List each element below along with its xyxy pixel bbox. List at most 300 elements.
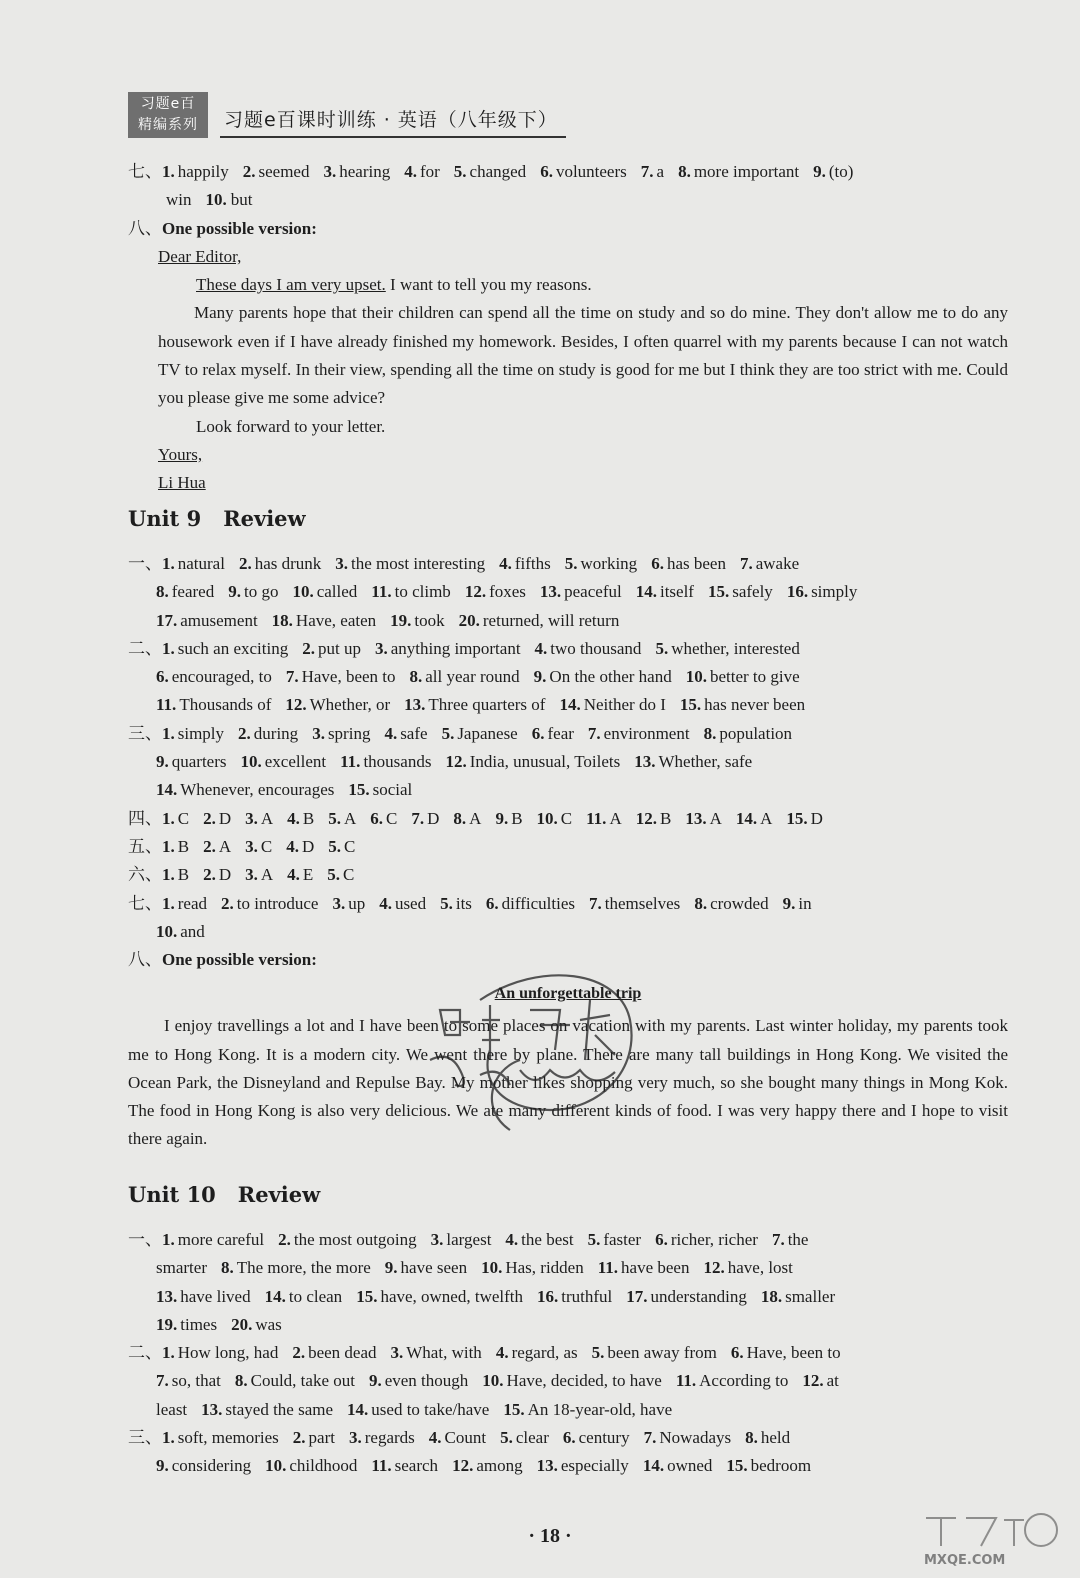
item-answer: have, lost	[727, 1258, 793, 1278]
item-answer: Whenever, encourages	[180, 780, 335, 800]
answer-item	[162, 837, 189, 856]
answer-item	[783, 894, 812, 913]
item-answer: have seen	[400, 1258, 468, 1278]
answer-item	[385, 1258, 467, 1277]
section-label: 五、	[128, 836, 162, 856]
item-number: 7.	[771, 1230, 785, 1249]
top-section	[128, 158, 1008, 498]
item-number: 19.	[390, 610, 412, 630]
section-label: 一、	[128, 1230, 162, 1249]
item-answer: childhood	[289, 1456, 358, 1476]
answer-item	[293, 1428, 335, 1447]
item-answer: have lived	[180, 1286, 251, 1306]
item-answer: read	[177, 893, 208, 913]
answer-item	[371, 1456, 438, 1475]
item-number: 4.	[404, 162, 417, 181]
item-number: 12.	[285, 695, 307, 715]
answer-item	[162, 162, 229, 181]
item-answer: has never been	[704, 695, 806, 715]
item-number: 8.	[409, 667, 423, 687]
unit-10-heading	[128, 1182, 320, 1207]
answer-item	[156, 1400, 187, 1419]
answer-item	[203, 809, 231, 828]
item-number: 5.	[328, 836, 341, 856]
item-number: 18.	[271, 610, 293, 630]
section-label: 二、	[128, 638, 162, 658]
item-answer: been dead	[308, 1343, 377, 1363]
answer-item	[482, 1371, 662, 1390]
item-answer: E	[302, 865, 314, 885]
item-number: 10.	[685, 667, 707, 687]
answer-item	[162, 639, 288, 658]
item-answer: for	[419, 162, 440, 181]
item-answer: bedroom	[750, 1456, 812, 1476]
letter-signature	[128, 469, 1008, 497]
answer-item	[404, 162, 440, 181]
item-number: 10.	[481, 1258, 503, 1278]
item-answer: C	[344, 836, 356, 856]
answer-line	[128, 748, 1008, 776]
item-number: 10.	[205, 190, 227, 210]
item-answer: faster	[603, 1230, 642, 1249]
item-number: 7.	[589, 893, 602, 913]
item-number: 9.	[228, 582, 241, 602]
item-answer: Have, eaten	[295, 610, 377, 630]
item-number: 14.	[156, 780, 178, 800]
answer-item	[335, 554, 485, 573]
item-answer: least	[156, 1399, 188, 1419]
answer-item	[221, 894, 318, 913]
answer-item	[495, 809, 522, 828]
answer-item	[429, 1428, 486, 1447]
item-number: 4.	[534, 638, 548, 658]
item-number: 1.	[162, 1428, 175, 1448]
answer-item	[203, 837, 231, 856]
item-number: 6.	[655, 1230, 668, 1249]
item-number: 1.	[162, 1343, 175, 1363]
item-answer: regards	[364, 1428, 415, 1448]
item-answer: Whether, safe	[658, 752, 753, 772]
answer-item	[680, 695, 805, 714]
item-number: 5.	[500, 1428, 513, 1448]
answer-item	[328, 809, 356, 828]
essay-body: I enjoy travellings a lot and I have been to some places on vacation with my parents. Last winter holiday, my parents took me to Hong Kong. It is a modern city. We went there by plane. There are many tall buildings in Hong Kong. We visited the Ocean Park, the Disneyland and Repulse Bay. My mother likes shopping very much, so she bought many things in Mong Kok. The food in Hong Kong is also very delicious. We ate many different kinds of food. I was very happy there and I hope to visit there again.	[128, 1016, 1008, 1149]
item-number: 8.	[234, 1371, 248, 1391]
item-number: 10.	[536, 808, 558, 828]
answer-item	[565, 554, 637, 573]
item-answer: even though	[384, 1371, 469, 1391]
item-answer: C	[177, 808, 190, 828]
item-number: 6.	[370, 808, 384, 828]
answer-item	[265, 1456, 357, 1475]
letter-paragraph-2: Many parents hope that their children can spend all the time on study and so do mine. They don't allow me to do any housework even if I have already finished my homework. Besides, I often quarrel with my parents because I can not watch TV to relax myself. In their view, spending all the time on study is good for me but I think they are too strict with me. Could you please give me some advice?	[158, 303, 1008, 408]
item-number: 10.	[156, 921, 178, 941]
answer-line	[128, 805, 1008, 833]
answer-item	[292, 1343, 376, 1362]
answer-line	[128, 1452, 1008, 1480]
item-number: 14.	[635, 582, 657, 602]
answer-item	[454, 162, 526, 181]
item-number: 4.	[505, 1230, 519, 1249]
item-answer: A	[760, 808, 773, 828]
answer-item	[221, 1258, 371, 1277]
item-answer: seemed	[258, 162, 310, 181]
item-number: 5.	[655, 638, 669, 658]
item-number: 5.	[440, 893, 453, 913]
answer-item	[704, 724, 792, 743]
answer-item	[786, 809, 823, 828]
answer-item	[726, 1456, 811, 1475]
answer-item	[323, 162, 390, 181]
answer-item	[302, 639, 361, 658]
item-number: 6.	[651, 554, 664, 573]
item-answer: awake	[755, 554, 800, 573]
answer-item	[203, 865, 231, 884]
item-answer: simply	[177, 723, 225, 743]
series-logo	[128, 92, 208, 138]
item-answer: century	[578, 1428, 630, 1448]
answer-item	[686, 667, 800, 686]
item-number: 14.	[559, 695, 581, 715]
answer-item	[286, 837, 314, 856]
item-number: 9.	[782, 893, 796, 913]
answer-item	[445, 752, 620, 771]
answer-item	[287, 809, 314, 828]
item-number: 5.	[441, 723, 455, 743]
item-answer: in	[798, 893, 812, 913]
item-number: 4.	[379, 893, 392, 913]
answer-item	[459, 611, 620, 630]
item-answer: peaceful	[564, 582, 622, 602]
item-number: 13.	[685, 808, 707, 828]
item-number: 3.	[332, 893, 346, 913]
item-number: 20.	[458, 610, 480, 630]
answer-item	[736, 809, 773, 828]
letter-paragraph-1	[128, 271, 1008, 299]
answer-item	[286, 667, 396, 686]
answer-item	[592, 1343, 717, 1362]
answer-item	[634, 752, 752, 771]
item-answer: B	[302, 808, 315, 828]
item-answer: owned	[667, 1456, 713, 1476]
item-number: 15.	[348, 780, 370, 800]
answer-item	[410, 667, 520, 686]
item-number: 2.	[221, 893, 234, 913]
answer-item	[162, 724, 224, 743]
item-number: 7.	[640, 162, 654, 181]
item-number: 3.	[245, 836, 258, 856]
item-number: 4.	[384, 723, 398, 743]
item-number: 15.	[356, 1286, 378, 1306]
item-answer: regard, as	[511, 1343, 578, 1363]
answer-item	[534, 667, 672, 686]
item-number: 3.	[430, 1230, 444, 1249]
item-number: 15.	[503, 1399, 525, 1419]
item-number: 2.	[203, 865, 216, 885]
item-number: 10.	[482, 1371, 504, 1391]
item-number: 11.	[340, 752, 361, 772]
item-answer: difficulties	[501, 893, 576, 913]
item-answer: especially	[560, 1456, 629, 1476]
item-answer: Has, ridden	[505, 1258, 584, 1278]
answer-item	[272, 611, 376, 630]
answer-line	[128, 1283, 1008, 1311]
essay-title: An unforgettable trip	[494, 985, 642, 1003]
answer-line	[128, 1311, 1008, 1339]
section-label: 三、	[128, 723, 162, 743]
answer-item	[535, 639, 642, 658]
answer-item	[243, 162, 310, 181]
item-answer: was	[255, 1314, 282, 1334]
item-answer: quarters	[171, 752, 227, 772]
answer-item	[235, 1371, 355, 1390]
answer-item	[404, 695, 545, 714]
answer-item	[532, 724, 574, 743]
answer-line	[128, 1254, 1008, 1282]
answer-line	[128, 158, 1008, 186]
section-label: 三、	[128, 1428, 162, 1448]
section-label: 一、	[128, 554, 162, 573]
salutation-text: Dear Editor,	[158, 246, 242, 266]
item-answer: B	[659, 808, 672, 828]
answer-item	[708, 582, 773, 601]
item-number: 11.	[371, 582, 392, 602]
item-number: 3.	[335, 554, 349, 573]
item-answer: changed	[469, 162, 527, 181]
answer-item	[201, 1400, 333, 1419]
answer-item	[371, 582, 451, 601]
item-number: 18.	[760, 1286, 783, 1306]
item-answer: returned, will return	[482, 610, 620, 630]
item-answer: soft, memories	[177, 1428, 279, 1448]
item-answer: richer, richer	[670, 1230, 758, 1249]
answer-item	[349, 1428, 415, 1447]
answer-item	[802, 1371, 839, 1390]
answer-item	[328, 837, 355, 856]
item-answer: the best	[521, 1230, 574, 1249]
answer-item	[348, 780, 412, 799]
item-answer: A	[609, 808, 622, 828]
item-number: 2.	[238, 554, 252, 573]
item-number: 9.	[813, 162, 826, 181]
watermark-text: 答案圈 MXQE.COM	[916, 1508, 925, 1509]
unit-title: Unit 10	[128, 1182, 216, 1207]
answer-item	[481, 1258, 584, 1277]
stamp-text: 互助文档 hzwdoc.com	[545, 1070, 555, 1071]
item-answer: Nowadays	[659, 1428, 732, 1448]
item-number: 9.	[368, 1371, 382, 1391]
answer-item	[245, 837, 272, 856]
item-number: 6.	[540, 162, 553, 181]
item-number: 3.	[348, 1428, 362, 1448]
item-number: 3.	[374, 638, 388, 658]
item-number: 1.	[162, 638, 175, 658]
item-number: 12.	[703, 1258, 725, 1278]
item-number: 1.	[162, 162, 175, 181]
item-number: 14.	[347, 1399, 369, 1419]
item-number: 1.	[162, 808, 175, 828]
answer-line	[128, 1424, 1008, 1452]
item-answer: C	[343, 865, 355, 885]
item-number: 6.	[485, 893, 499, 913]
item-number: 7.	[156, 1371, 169, 1391]
item-answer: What, with	[406, 1343, 482, 1363]
item-number: 12.	[452, 1456, 474, 1476]
answer-item	[431, 1230, 492, 1249]
answer-item	[245, 865, 273, 884]
item-answer: been away from	[607, 1343, 717, 1363]
item-answer: thousands	[363, 752, 432, 772]
item-answer: happily	[177, 162, 229, 181]
item-number: 5.	[564, 554, 578, 573]
answer-item	[505, 1230, 573, 1249]
item-number: 11.	[156, 695, 177, 715]
item-answer: have, owned, twelfth	[380, 1286, 524, 1306]
item-answer: D	[427, 808, 440, 828]
item-number: 7.	[411, 808, 425, 828]
item-answer: to clean	[288, 1286, 343, 1306]
answer-item	[156, 1258, 207, 1277]
unit-subtitle: Review	[223, 506, 306, 531]
answer-line	[128, 1396, 1008, 1424]
answer-item	[626, 1287, 747, 1306]
answer-item	[787, 582, 858, 601]
answer-item	[563, 1428, 630, 1447]
item-number: 12.	[635, 808, 657, 828]
item-answer: A	[469, 808, 482, 828]
item-answer: A	[260, 865, 274, 885]
item-number: 11.	[586, 808, 607, 828]
answer-item	[231, 1315, 282, 1334]
item-answer: C	[260, 836, 273, 856]
item-number: 20.	[231, 1314, 253, 1334]
item-answer: such an exciting	[177, 638, 289, 658]
item-number: 15.	[707, 582, 730, 602]
item-number: 1.	[162, 865, 175, 885]
item-answer: have been	[621, 1258, 690, 1278]
answer-line	[128, 833, 1008, 861]
item-answer: whether, interested	[671, 638, 800, 658]
item-answer: Whether, or	[309, 695, 391, 715]
item-answer: so, that	[171, 1371, 221, 1391]
answer-item	[287, 865, 313, 884]
item-number: 3.	[312, 723, 325, 743]
answer-item	[588, 1230, 642, 1249]
item-answer: truthful	[561, 1286, 613, 1306]
item-answer: B	[177, 836, 190, 856]
item-number: 1.	[162, 893, 175, 913]
item-number: 6.	[531, 723, 545, 743]
item-answer: A	[709, 808, 722, 828]
item-number: 9.	[533, 667, 547, 687]
item-answer: more important	[693, 162, 800, 181]
answer-item	[740, 554, 799, 573]
answer-item	[292, 582, 357, 601]
item-number: 3.	[245, 808, 258, 828]
item-answer: used to take/have	[371, 1399, 490, 1419]
answer-item	[156, 611, 258, 630]
answer-item	[156, 582, 214, 601]
answer-item	[162, 865, 189, 884]
item-answer: put up	[317, 638, 361, 658]
item-number: 3.	[323, 162, 337, 181]
answer-item	[641, 162, 664, 181]
item-number: 2.	[292, 1343, 306, 1363]
answer-item	[265, 1287, 343, 1306]
item-answer: has been	[666, 554, 726, 573]
item-answer: times	[180, 1314, 218, 1334]
item-number: 7.	[739, 554, 753, 573]
item-number: 6.	[156, 667, 169, 687]
item-answer: and	[180, 921, 205, 941]
answer-line	[128, 663, 1008, 691]
answer-item	[540, 582, 622, 601]
answer-item	[238, 724, 298, 743]
item-number: 2.	[278, 1230, 291, 1249]
item-answer: fifths	[514, 554, 551, 573]
answer-item	[162, 1230, 264, 1249]
answer-item	[369, 1371, 468, 1390]
item-number: 8.	[220, 1258, 234, 1278]
answer-item	[327, 865, 354, 884]
item-number: 4.	[499, 554, 512, 573]
sentence-text: I want to tell you my reasons.	[385, 275, 592, 295]
answer-item	[391, 1343, 482, 1362]
item-answer: amusement	[180, 610, 258, 630]
item-number: 8.	[745, 1428, 758, 1448]
answer-item	[442, 724, 518, 743]
answer-item	[228, 582, 278, 601]
item-answer: Thousands of	[179, 695, 272, 715]
answer-item	[537, 809, 573, 828]
item-answer: among	[476, 1456, 523, 1476]
item-answer: clear	[515, 1428, 549, 1448]
item-number: 3.	[390, 1343, 404, 1363]
item-answer: up	[348, 893, 366, 913]
item-number: 8.	[678, 162, 691, 181]
watermark-logo	[916, 1508, 1066, 1568]
item-answer: all year round	[425, 667, 520, 687]
item-number: 6.	[562, 1428, 576, 1448]
answer-item	[384, 724, 427, 743]
answer-item	[598, 1258, 690, 1277]
item-answer: a	[656, 162, 665, 181]
item-answer: foxes	[489, 582, 526, 602]
item-answer: smaller	[785, 1286, 836, 1306]
item-answer: Could, take out	[250, 1371, 355, 1391]
item-number: 10.	[240, 752, 262, 772]
item-answer: feared	[171, 582, 215, 602]
section-8-heading	[128, 215, 1008, 243]
item-answer: the most interesting	[351, 554, 486, 573]
unit-title: Unit 9	[128, 506, 202, 531]
item-answer: two thousand	[550, 638, 642, 658]
item-answer: India, unusual, Toilets	[469, 752, 621, 772]
answer-item	[676, 1371, 789, 1390]
item-answer: search	[394, 1456, 439, 1476]
item-answer: B	[511, 808, 523, 828]
answer-item	[156, 1371, 221, 1390]
item-number: 8.	[156, 582, 169, 602]
section-label: 八、	[128, 218, 162, 238]
item-answer: held	[760, 1428, 791, 1448]
item-number: 15.	[726, 1456, 748, 1476]
item-number: 9.	[384, 1258, 398, 1278]
item-answer: the	[787, 1230, 809, 1249]
item-number: 13.	[539, 582, 562, 602]
item-answer: hearing	[339, 162, 391, 181]
item-number: 15.	[786, 808, 808, 828]
